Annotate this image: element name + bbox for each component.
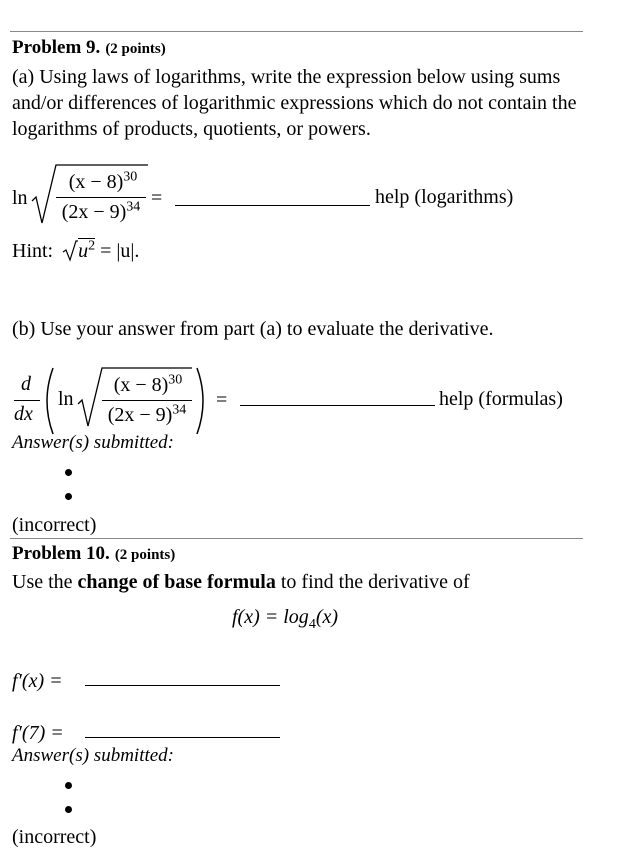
fraction-denominator-b: [100, 404, 194, 427]
answers-submitted-label-10: Answer(s) submitted:: [12, 745, 175, 766]
fprime-7-input[interactable]: [85, 737, 280, 738]
derivative-dx: dx: [14, 403, 33, 425]
left-paren-b: [40, 366, 56, 436]
numerator-exp-b: 30: [168, 372, 183, 388]
denominator-exp-b: 34: [172, 402, 187, 418]
problem-10-points: (2 points): [114, 547, 176, 563]
ln-label-b: ln: [58, 388, 74, 410]
hint: [12, 240, 139, 263]
hint-label: Hint:: [12, 240, 54, 262]
help-formulas-link[interactable]: help (formulas): [439, 388, 563, 410]
denominator-b: (2x − 9): [107, 404, 173, 426]
function-arg: (x): [315, 606, 339, 628]
problem-9-header: [12, 36, 166, 59]
fraction-numerator-a: [58, 171, 148, 194]
intro-prefix: Use the: [12, 571, 73, 593]
derivative-d: d: [21, 373, 31, 395]
problem-10-header: [12, 542, 175, 565]
hint-u: u: [78, 240, 89, 262]
fraction-denominator-a: [54, 201, 148, 224]
answer-input-a[interactable]: [175, 205, 370, 206]
fprime-x-input[interactable]: [85, 685, 280, 686]
function-lhs: f(x) = log: [232, 606, 309, 628]
ln-label-a: ln: [12, 187, 28, 209]
hint-exp: 2: [88, 238, 96, 254]
fprime-7-label: f′(7) =: [12, 722, 64, 744]
problem-10-title: Problem 10.: [12, 543, 110, 564]
problem-10-instructions: [12, 571, 470, 594]
derivative-bar: [14, 400, 40, 401]
fraction-numerator-b: [104, 374, 192, 397]
denominator-a: (2x − 9): [61, 201, 127, 223]
fprime-x-label: f′(x) =: [12, 670, 63, 692]
right-paren-b: [194, 366, 210, 436]
intro-suffix: to find the derivative of: [275, 571, 470, 593]
function-base: 4: [308, 617, 316, 632]
status-incorrect-10: (incorrect): [12, 826, 97, 848]
status-incorrect-9: (incorrect): [12, 514, 97, 536]
answer-input-b[interactable]: [240, 405, 435, 406]
problem-9-points: (2 points): [105, 41, 166, 57]
numerator-a: (x − 8): [68, 171, 124, 193]
divider-top: [10, 31, 583, 32]
denominator-exp-a: 34: [126, 199, 141, 215]
part-b-instructions: (b) Use your answer from part (a) to evaluate the derivative.: [12, 318, 494, 340]
hint-sqrt-icon: [62, 240, 78, 262]
numerator-exp-a: 30: [123, 169, 138, 185]
hint-rhs: = |u|.: [100, 240, 140, 262]
equals-a: =: [151, 187, 163, 209]
submitted-bullet-2: [65, 493, 72, 500]
fraction-bar-b: [102, 400, 192, 401]
submitted-bullet-1: [65, 469, 72, 476]
submitted-bullet-3: [65, 782, 72, 789]
divider-middle: [10, 538, 583, 539]
function-definition: [232, 606, 339, 632]
numerator-b: (x − 8): [113, 374, 169, 396]
submitted-bullet-4: [65, 806, 72, 813]
part-a-instructions: (a) Using laws of logarithms, write the expression below using sums and/or differences of logarithmic expressions which do not contain the logarithms of products, quotients, or powers.: [12, 66, 577, 140]
problem-9-title: Problem 9.: [12, 37, 101, 58]
equals-b: =: [216, 389, 228, 411]
help-logarithms-link[interactable]: help (logarithms): [375, 186, 514, 208]
answers-submitted-label-9: Answer(s) submitted:: [12, 432, 175, 453]
intro-bold: change of base formula: [77, 571, 276, 593]
fraction-bar-a: [56, 197, 146, 198]
